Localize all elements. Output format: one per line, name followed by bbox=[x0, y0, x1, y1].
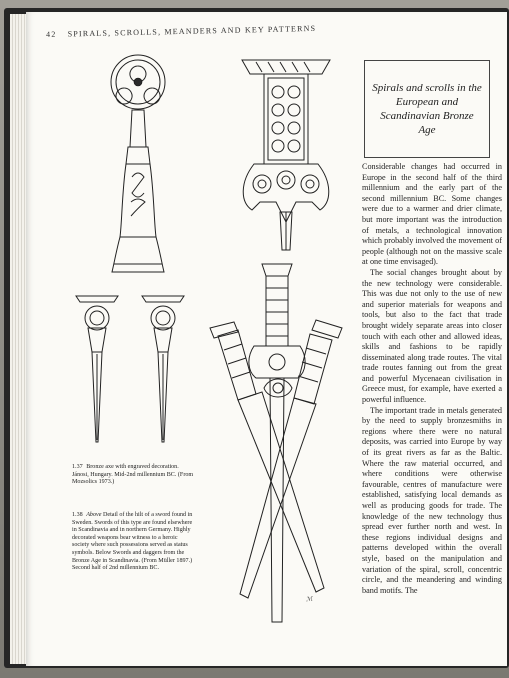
caption-number: 1.37 bbox=[72, 464, 83, 470]
engraved-axe-illustration bbox=[104, 52, 174, 282]
dirk-pair-illustration bbox=[74, 292, 194, 452]
crossed-swords-illustration bbox=[204, 258, 356, 628]
section-box bbox=[364, 60, 490, 158]
caption-1-37 bbox=[72, 464, 196, 487]
illustrator-signature: ℳ bbox=[305, 596, 313, 604]
paragraph: The important trade in metals generated by the need to supply bronzesmiths in regions where there were no natural deposits, was carried into Europe by way of its great rivers as far as the Baltic. Where the raw material occurred, and where conditions were otherwise favourable, centres of manufacture were established, satisfying local demands as well as producing goods for trade. The knowledge of the new technology thus spread ever further north and west. In these regions individual designs and patterns developed within the overall style, based on the manipulation and variation of the spiral, scroll, concentric circle, and the meandering and winding band motifs. The bbox=[362, 405, 502, 595]
paragraph: The social changes brought about by the new technology were considerable. This was due not only to the use of new and superior materials for weapons and tools, but also to the fact that trade brought widely separate areas into closer touch with each other and allowed ideas, skills and fashions to be rapidly disseminated along trade routes. The vital trade routes fanning out from the great and powerful Mycenaean civilisation in Greece must, for example, have exerted a powerful influence. bbox=[362, 267, 502, 405]
running-title: SPIRALS, SCROLLS, MEANDERS AND KEY PATTERNS bbox=[67, 23, 317, 39]
caption-lead: Above bbox=[86, 512, 102, 518]
caption-text: Detail of the hilt of a sword found in Sweden. Swords of this type are found elsewhere in Scandinavia and in northern Germany. Highly decorated weapons bear witness to a heroic society where such possessions served as status symbols. Below Swords and daggers from the Bronze Age in Scandinavia. (From Müller 1897.) Second half of 2nd millennium BC. bbox=[72, 512, 193, 572]
caption-text: Bronze axe with engraved decoration. Jánosi, Hungary. Mid-2nd millennium BC. (From Mozsolics 1973.) bbox=[72, 464, 194, 486]
body-text bbox=[362, 162, 502, 642]
caption-1-38 bbox=[72, 512, 196, 573]
page-number: 42 bbox=[46, 29, 57, 39]
paragraph: Considerable changes had occurred in Europe in the second half of the third millennium and the early part of the second millennium BC. Some changes were due to a warmer and drier climate, but more important was the introduction of metals, a technological innovation which probably involved the movement of people (although not on the massive scale at one time envisaged). bbox=[362, 162, 502, 267]
section-title: Spirals and scrolls in the European and Scandinavian Bronze Age bbox=[372, 82, 482, 136]
sword-hilt-illustration bbox=[236, 52, 336, 252]
caption-number: 1.38 bbox=[72, 512, 83, 518]
